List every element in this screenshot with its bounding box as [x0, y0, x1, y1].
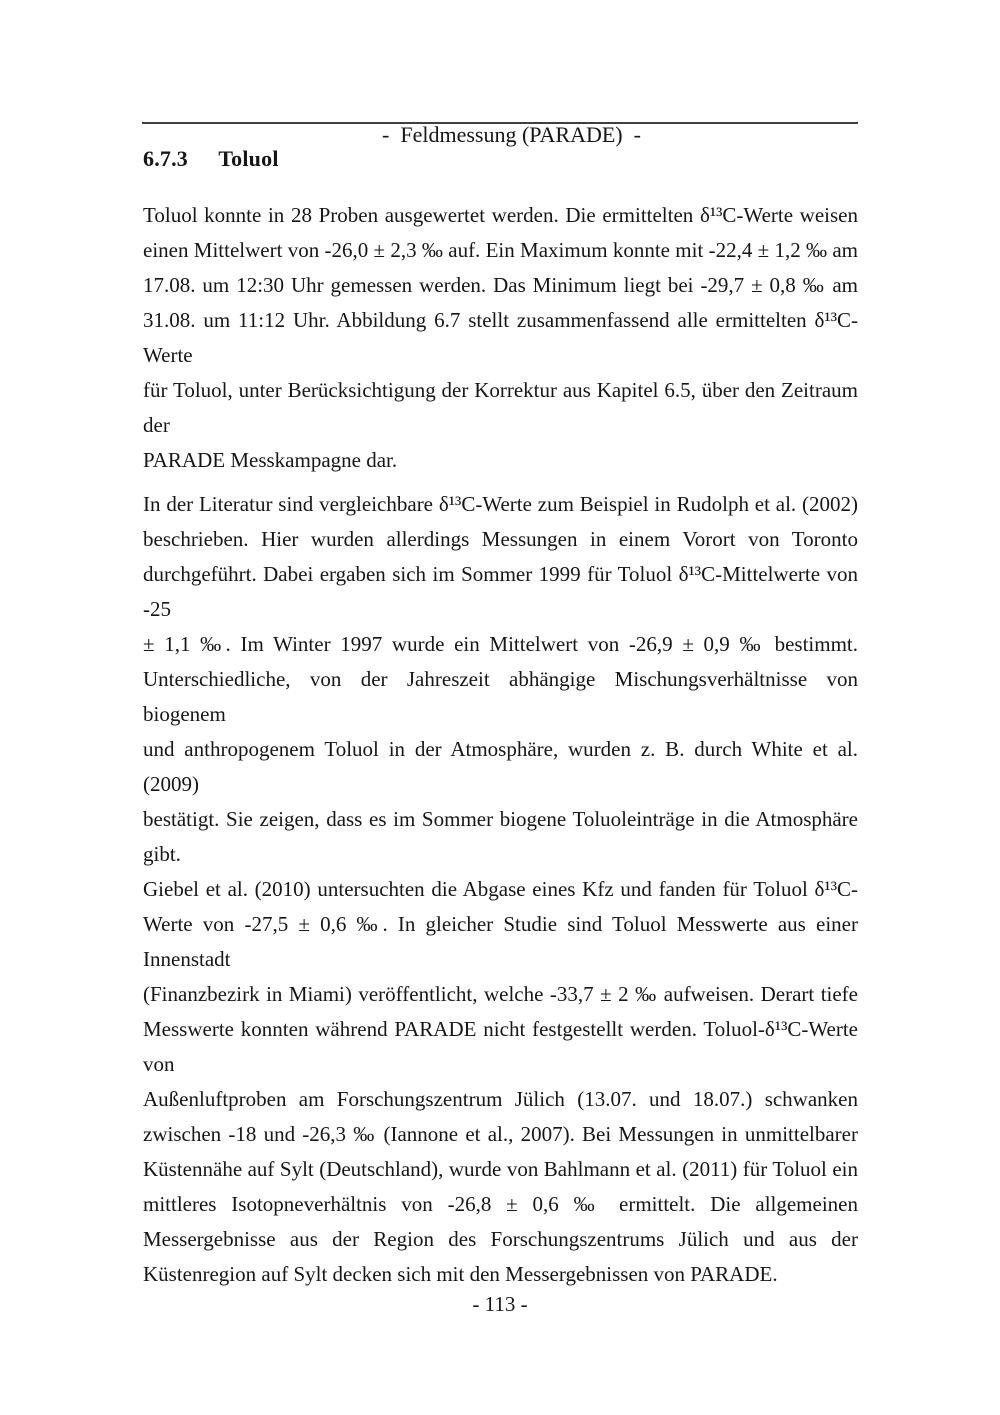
page-footer	[0, 1292, 1000, 1317]
text-line: Küstennähe auf Sylt (Deutschland), wurde von Bahlmann et al. (2011) für Toluol ein	[143, 1157, 858, 1181]
text-line: bestätigt. Sie zeigen, dass es im Sommer biogene Toluoleinträge in die Atmosphäre gibt.	[143, 807, 858, 866]
running-header-title: - Feldmessung (PARADE) -	[382, 122, 641, 147]
text-line: einen Mittelwert von -26,0 ± 2,3 ‰ auf. Ein Maximum konnte mit -22,4 ± 1,2 ‰ am	[143, 238, 858, 262]
text-line: Giebel et al. (2010) untersuchten die Abgase eines Kfz und fanden für Toluol δ¹³C-	[143, 877, 858, 901]
page-number: - 113 -	[472, 1292, 528, 1316]
text-line: Werte von -27,5 ± 0,6 ‰. In gleicher Studie sind Toluol Messwerte aus einer Innenstadt	[143, 912, 858, 971]
text-line: Messwerte konnten während PARADE nicht festgestellt werden. Toluol-δ¹³C-Werte von	[143, 1017, 858, 1076]
text-line: und anthropogenem Toluol in der Atmosphäre, wurden z. B. durch White et al. (2009)	[143, 737, 858, 796]
text-line: In der Literatur sind vergleichbare δ¹³C-Werte zum Beispiel in Rudolph et al. (2002)	[143, 492, 858, 516]
section-title: Toluol	[218, 146, 279, 171]
text-line: Unterschiedliche, von der Jahreszeit abhängige Mischungsverhältnisse von biogenem	[143, 667, 858, 726]
header-rule	[142, 122, 858, 124]
text-line: Außenluftproben am Forschungszentrum Jülich (13.07. und 18.07.) schwanken	[143, 1087, 858, 1111]
text-line: Toluol konnte in 28 Proben ausgewertet werden. Die ermittelten δ¹³C-Werte weisen	[143, 203, 858, 227]
text-line: 17.08. um 12:30 Uhr gemessen werden. Das Minimum liegt bei -29,7 ± 0,8 ‰ am	[143, 273, 858, 297]
text-line: Messergebnisse aus der Region des Forschungszentrums Jülich und aus der	[143, 1227, 858, 1251]
paragraph-1	[143, 198, 858, 478]
text-line: Küstenregion auf Sylt decken sich mit den Messergebnissen von PARADE.	[143, 1262, 778, 1286]
text-line: ± 1,1 ‰. Im Winter 1997 wurde ein Mittelwert von -26,9 ± 0,9 ‰ bestimmt.	[143, 632, 858, 656]
text-line: 31.08. um 11:12 Uhr. Abbildung 6.7 stellt zusammenfassend alle ermittelten δ¹³C-Werte	[143, 308, 858, 367]
text-line: zwischen -18 und -26,3 ‰ (Iannone et al., 2007). Bei Messungen in unmittelbarer	[143, 1122, 858, 1146]
text-line: durchgeführt. Dabei ergaben sich im Sommer 1999 für Toluol δ¹³C-Mittelwerte von -25	[143, 562, 858, 621]
text-line: mittleres Isotopneverhältnis von -26,8 ± 0,6 ‰ ermittelt. Die allgemeinen	[143, 1192, 858, 1216]
text-line: für Toluol, unter Berücksichtigung der Korrektur aus Kapitel 6.5, über den Zeitraum der	[143, 378, 858, 437]
section-heading	[143, 146, 279, 172]
section-number: 6.7.3	[143, 146, 188, 171]
body-text	[143, 198, 858, 1292]
text-line: PARADE Messkampagne dar.	[143, 448, 398, 472]
text-line: beschrieben. Hier wurden allerdings Messungen in einem Vorort von Toronto	[143, 527, 858, 551]
text-line: (Finanzbezirk in Miami) veröffentlicht, welche -33,7 ± 2 ‰ aufweisen. Derart tiefe	[143, 982, 858, 1006]
paragraph-2	[143, 487, 858, 1292]
